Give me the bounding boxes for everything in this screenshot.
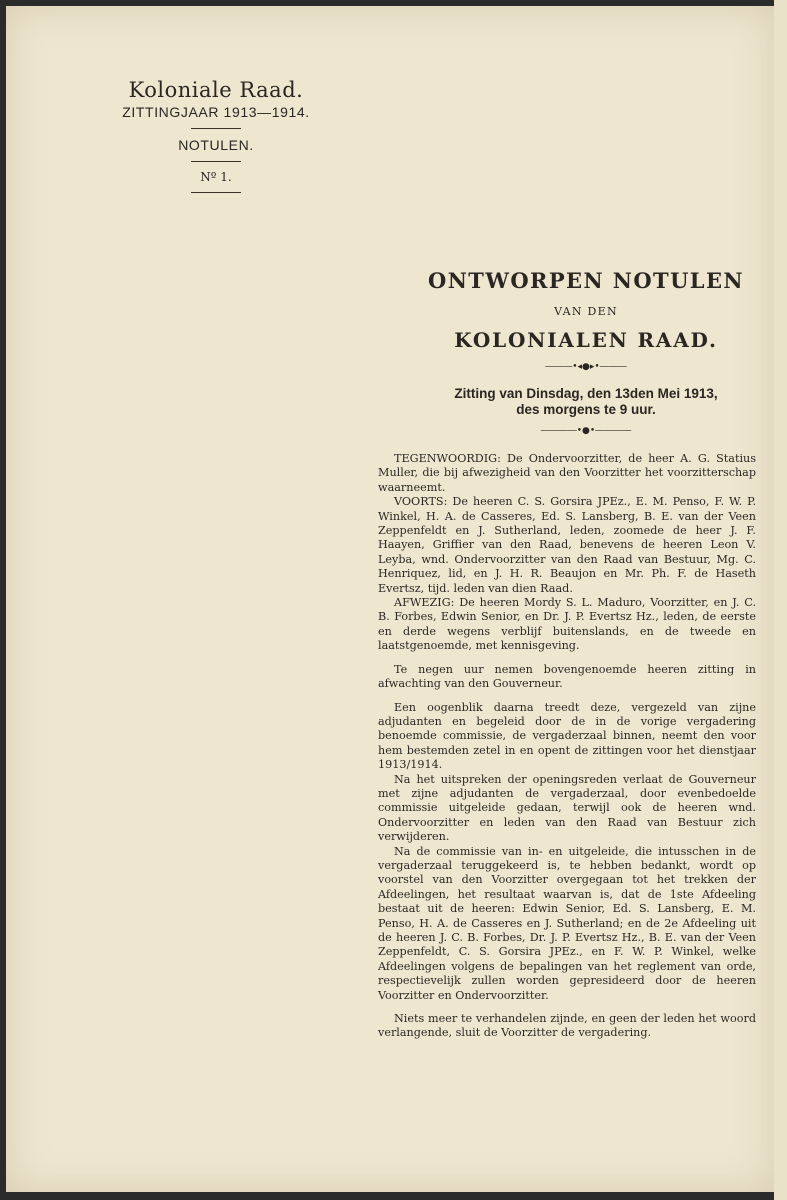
session-heading [401, 386, 771, 418]
paragraph: Een oogenblik daarna treedt deze, vergezeld van zijne adjudanten en begeleid door de in de vorige vergadering benoemde commissie, de vergaderzaal binnen, neemt den voor hem bestemden zetel in en opent de zittingen voor het dienstjaar 1913/1914. [378, 700, 756, 772]
number-label: Nº 1. [200, 170, 232, 184]
main-title: ONTWORPEN NOTULEN [428, 268, 744, 293]
paragraph: TEGENWOORDIG: De Ondervoorzitter, de heer A. G. Statius Muller, die bij afwezigheid van den Voorzitter het voorzitterschap waarneemt. [378, 452, 756, 494]
divider [191, 192, 241, 193]
divider [191, 161, 241, 162]
page-edge [774, 0, 787, 1200]
document-page [6, 6, 774, 1192]
paragraph: Na de commissie van in- en uitgeleide, die intusschen in de vergaderzaal teruggekeerd is, te hebben bedankt, wordt op voorstel van den Voorzitter overgegaan tot het trekken der Afdeelingen, het resultaat waarvan is, dat de 1ste Afdeeling bestaat uit de heeren: Edwin Senior, Ed. S. Lansberg, E. M. Penso, H. A. de Casseres en J. Sutherland; en de 2e Afdeeling uit de heeren J. C. B. Forbes, Dr. J. P. Evertsz Hz., B. E. van der Veen Zeppenfeldt, C. S. Gorsira JPEz., en F. W. P. Winkel, welke Afdeelingen volgens de bepalingen van het reglement van orde, respectievelijk zullen worden gepresideerd door de heeren Voorzitter en Ondervoorzitter. [378, 844, 756, 1002]
council-title: KOLONIALEN RAAD. [454, 328, 718, 352]
title-connector: VAN DEN [554, 305, 618, 318]
session-year: ZITTINGJAAR 1913—1914. [122, 104, 310, 120]
divider [191, 128, 241, 129]
session-line-1: Zitting van Dinsdag, den 13den Mei 1913, [454, 386, 718, 401]
paragraph: Na het uitspreken der openingsreden verlaat de Gouverneur met zijne adjudanten de vergaderzaal, door evenbedoelde commissie uitgeleide gedaan, terwijl ook de heeren wnd. Ondervoorzitter en leden van den Raad van Bestuur zich verwijderen. [378, 772, 756, 844]
paragraph: Niets meer te verhandelen zijnde, en geen der leden het woord verlangende, sluit de Voorzitter de vergadering. [378, 1012, 756, 1040]
left-header [106, 78, 326, 201]
paragraph: VOORTS: De heeren C. S. Gorsira JPEz., E. M. Penso, F. W. P. Winkel, H. A. de Casseres, Ed. S. Lansberg, B. E. van der Veen Zeppenfeldt en J. Sutherland, leden, zoomede de heer J. F. Haayen, Griffier van den Raad, benevens de heeren Leon V. Leyba, wnd. Ondervoorzitter van den Raad van Bestuur, Mg. C. Henriquez, lid, en J. H. R. Beaujon en Mr. Ph. F. de Haseth Evertsz, tijd. leden van dien Raad. [378, 495, 756, 595]
ornament-divider: ―――•◂●▸•――― [545, 362, 627, 372]
council-name: Koloniale Raad. [128, 78, 304, 102]
minutes-body [378, 452, 756, 1041]
notulen-label: NOTULEN. [178, 137, 254, 153]
paragraph: Te negen uur nemen bovengenoemde heeren zitting in afwachting van den Gouverneur. [378, 662, 756, 691]
session-line-2: des morgens te 9 uur. [516, 402, 656, 417]
ornament-divider: ――――•●•―――― [540, 426, 632, 436]
paragraph: AFWEZIG: De heeren Mordy S. L. Maduro, Voorzitter, en J. C. B. Forbes, Edwin Senior, en Dr. J. P. Evertsz Hz., leden, de eerste en derde wegens verblijf buitenslands, en de tweede en laatstgenoemde, met kennisgeving. [378, 596, 756, 653]
title-block [401, 268, 771, 436]
